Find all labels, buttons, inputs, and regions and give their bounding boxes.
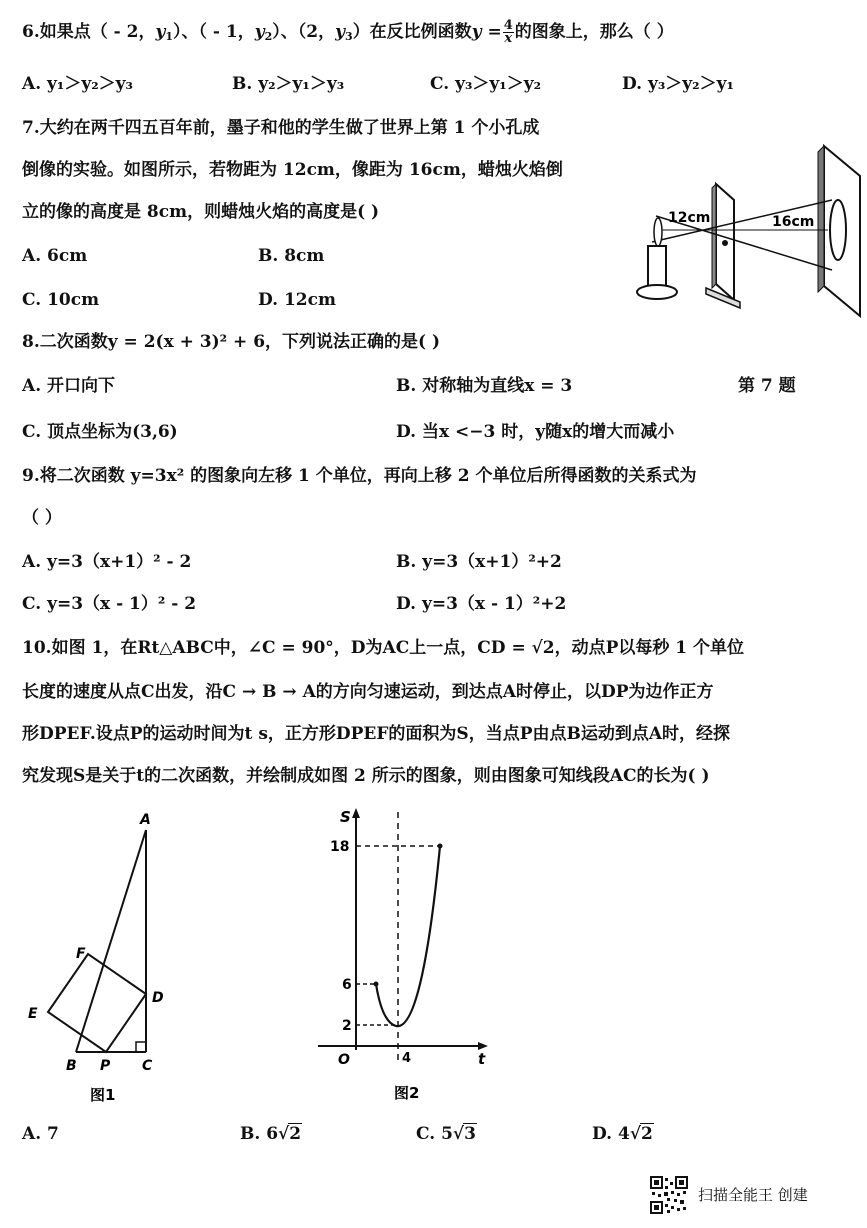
figure-label-12cm: 12cm xyxy=(668,210,711,226)
origin-label: O xyxy=(338,1052,350,1068)
q8-option-a: A. 开口向下 xyxy=(22,376,116,396)
label-B: B xyxy=(66,1058,77,1074)
scanner-watermark xyxy=(650,1168,860,1218)
q10-option-d: D. 4√2 xyxy=(592,1124,653,1144)
q6-option-c: C. y₃＞y₁＞y₂ xyxy=(430,74,542,94)
q10-option-c: C. 5√3 xyxy=(416,1124,476,1144)
label-F: F xyxy=(76,946,86,962)
q7-line-1: 7.大约在两千四五百年前，墨子和他的学生做了世界上第 1 个小孔成 xyxy=(22,118,540,138)
q6-option-d: D. y₃＞y₂＞y₁ xyxy=(622,74,734,94)
figure-1-caption: 图1 xyxy=(90,1086,116,1104)
q7-line-3: 立的像的高度是 8cm，则蜡烛火焰的高度是( ) xyxy=(22,202,380,222)
q9-option-b: B. y=3（x+1）²+2 xyxy=(396,552,562,572)
q9-option-c: C. y=3（x - 1）² - 2 xyxy=(22,594,197,614)
q10-line-4: 究发现S是关于t的二次函数，并绘制成如图 2 所示的图象，则由图象可知线段AC的长为( ) xyxy=(22,766,710,786)
label-A: A xyxy=(140,812,151,828)
q8-option-c: C. 顶点坐标为(3,6) xyxy=(22,422,178,442)
figure-label-16cm: 16cm xyxy=(772,214,815,230)
axis-label-S: S xyxy=(340,808,351,826)
label-E: E xyxy=(28,1006,38,1022)
q7-option-c: C. 10cm xyxy=(22,290,100,310)
label-C: C xyxy=(142,1058,153,1074)
q9-stem: 9.将二次函数 y=3x² 的图象向左移 1 个单位，再向上移 2 个单位后所得函数的关系式为 xyxy=(22,466,697,486)
q10-figure-1 xyxy=(20,808,200,1108)
tick-18: 18 xyxy=(330,839,350,855)
q9-blank: （ ） xyxy=(22,508,62,528)
q10-line-3: 形DPEF.设点P的运动时间为t s，正方形DPEF的面积为S，当点P由点B运动到点A时，经探 xyxy=(22,724,731,744)
axis-label-t: t xyxy=(478,1050,486,1068)
q8-stem: 8.二次函数y = 2(x + 3)² + 6，下列说法正确的是( ) xyxy=(22,332,441,352)
q8-option-d: D. 当x <−3 时，y随x的增大而减小 xyxy=(396,422,675,442)
watermark-text: 扫描全能王 创建 xyxy=(698,1186,808,1204)
q10-figure-2 xyxy=(300,800,500,1110)
qr-code-icon xyxy=(650,1176,688,1214)
label-P: P xyxy=(100,1058,111,1074)
q7-option-d: D. 12cm xyxy=(258,290,336,310)
q6-option-a: A. y₁＞y₂＞y₃ xyxy=(22,74,133,94)
fraction-4-over-x: $\frac{4}{x}$ xyxy=(503,18,513,46)
q7-option-a: A. 6cm xyxy=(22,246,88,266)
q9-option-a: A. y=3（x+1）² - 2 xyxy=(22,552,192,572)
q10-line-1: 10.如图 1，在Rt△ABC中，∠C = 90°，D为AC上一点，CD = √2，动点P以每秒 1 个单位 xyxy=(22,638,745,658)
q10-option-a: A. 7 xyxy=(22,1124,59,1144)
q7-option-b: B. 8cm xyxy=(258,246,325,266)
q10-option-b: B. 6√2 xyxy=(240,1124,302,1144)
q10-line-2: 长度的速度从点C出发，沿C → B → A的方向匀速运动，到达点A时停止，以DP为边作正方 xyxy=(22,682,714,702)
q6-stem: 6.如果点（ - 2，$y_1$）、（ - 1，$y_2$）、（2，$y_3$）在反比例函数y = $\frac{4}{x}$ 的图象上，那么（ ） xyxy=(22,18,674,46)
label-D: D xyxy=(152,990,164,1006)
tick-4: 4 xyxy=(402,1051,412,1066)
pinhole-camera-figure xyxy=(628,138,864,318)
q7-figure-caption: 第 7 题 xyxy=(738,376,796,396)
q7-line-2: 倒像的实验。如图所示，若物距为 12cm，像距为 16cm，蜡烛火焰倒 xyxy=(22,160,563,180)
q6-option-b: B. y₂＞y₁＞y₃ xyxy=(232,74,345,94)
figure-2-caption: 图2 xyxy=(394,1084,420,1102)
q8-option-b: B. 对称轴为直线x = 3 xyxy=(396,376,573,396)
tick-2: 2 xyxy=(342,1018,352,1034)
tick-6: 6 xyxy=(342,977,352,993)
q9-option-d: D. y=3（x - 1）²+2 xyxy=(396,594,567,614)
